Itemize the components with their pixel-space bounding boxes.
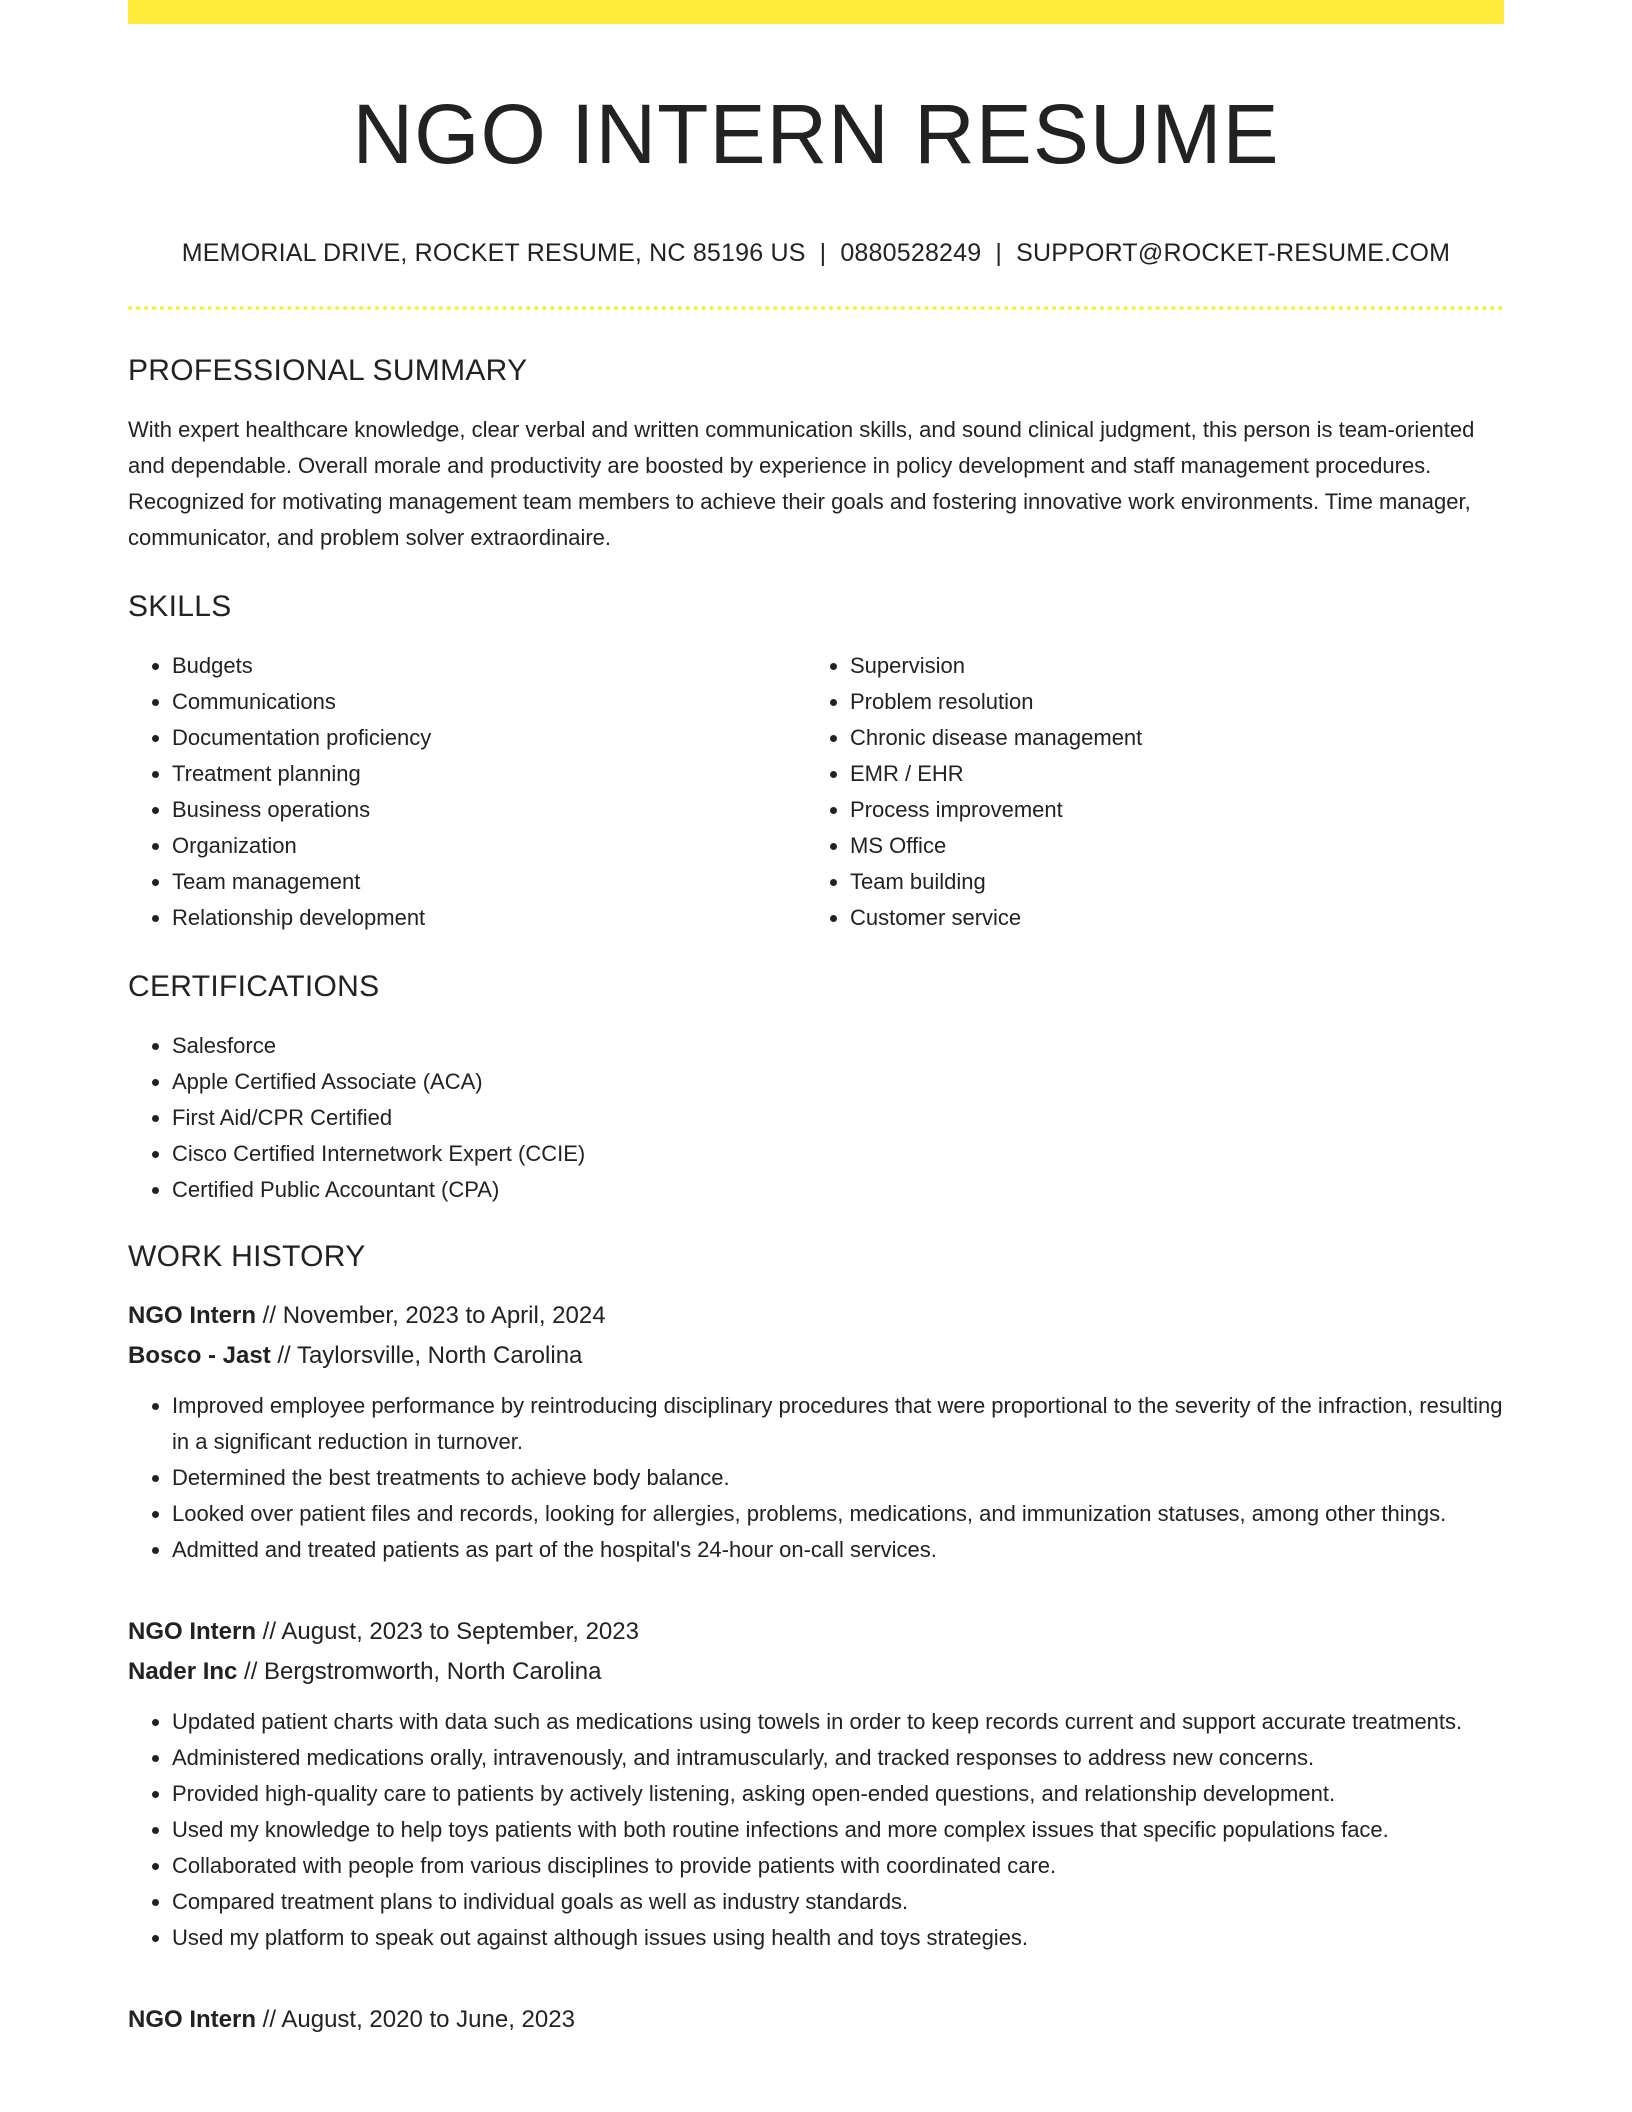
- list-item: • Process improvement: [850, 792, 1484, 828]
- list-item: • Admitted and treated patients as part of the hospital's 24-hour on-call services.: [172, 1532, 1504, 1568]
- job-bullets: [128, 1388, 1504, 1568]
- list-item: • Relationship development: [172, 900, 806, 936]
- list-item: • Team management: [172, 864, 806, 900]
- list-item: • Collaborated with people from various disciplines to provide patients with coordinated care.: [172, 1848, 1504, 1884]
- job-company: Nader Inc: [128, 1657, 238, 1685]
- list-item: • MS Office: [850, 828, 1484, 864]
- job-dates: // August, 2023 to September, 2023: [256, 1617, 639, 1645]
- list-item: • Salesforce: [172, 1028, 1504, 1064]
- job-role: NGO Intern: [128, 1617, 257, 1645]
- list-item: • Business operations: [172, 792, 806, 828]
- job-dates: // August, 2020 to June, 2023: [256, 2005, 575, 2033]
- job-dates: // November, 2023 to April, 2024: [256, 1301, 606, 1329]
- job-company-line: [128, 1336, 1504, 1376]
- resume-page: [128, 0, 1504, 2040]
- list-item: • Problem resolution: [850, 684, 1484, 720]
- job-company: Bosco - Jast: [128, 1341, 271, 1369]
- list-item: • Administered medications orally, intravenously, and intramuscularly, and tracked responses to address new concerns.: [172, 1740, 1504, 1776]
- job-role: NGO Intern: [128, 1301, 257, 1329]
- list-item: • Chronic disease management: [850, 720, 1484, 756]
- job-role-line: [128, 1612, 1504, 1652]
- list-item: • Provided high-quality care to patients by actively listening, asking open-ended questions, and relationship development.: [172, 1776, 1504, 1812]
- list-item: • Improved employee performance by reintroducing disciplinary procedures that were proportional to the severity of the infraction, resulting in a significant reduction in turnover.: [172, 1388, 1504, 1460]
- address: MEMORIAL DRIVE, ROCKET RESUME, NC 85196 US: [181, 238, 806, 267]
- job-location: // Bergstromworth, North Carolina: [237, 1657, 602, 1685]
- list-item: • First Aid/CPR Certified: [172, 1100, 1504, 1136]
- summary-heading: PROFESSIONAL SUMMARY: [128, 353, 528, 387]
- job-location: // Taylorsville, North Carolina: [270, 1341, 583, 1369]
- list-item: • Apple Certified Associate (ACA): [172, 1064, 1504, 1100]
- list-item: • Determined the best treatments to achieve body balance.: [172, 1460, 1504, 1496]
- list-item: • EMR / EHR: [850, 756, 1484, 792]
- job-role-line: [128, 2000, 1504, 2040]
- dotted-divider: [128, 306, 1504, 310]
- list-item: • Team building: [850, 864, 1484, 900]
- summary-text: With expert healthcare knowledge, clear verbal and written communication skills, and sound clinical judgment, this person is team-oriented and dependable. Overall morale and productivity are boosted by experience in policy development and staff management procedures. Recognized for motivating management team members to achieve their goals and fostering innovative work environments. Time manager, communicator, and problem solver extraordinaire.: [128, 416, 1475, 550]
- list-item: • Used my knowledge to help toys patients with both routine infections and more complex issues that specific populations face.: [172, 1812, 1504, 1848]
- list-item: • Cisco Certified Internetwork Expert (CCIE): [172, 1136, 1504, 1172]
- resume-title: NGO INTERN RESUME: [352, 87, 1280, 181]
- list-item: • Used my platform to speak out against although issues using health and toys strategies.: [172, 1920, 1504, 1956]
- list-item: • Customer service: [850, 900, 1484, 936]
- list-item: • Supervision: [850, 648, 1484, 684]
- job-bullets: [128, 1704, 1504, 1956]
- list-item: • Looked over patient files and records, looking for allergies, problems, medications, and immunization statuses, among other things.: [172, 1496, 1504, 1532]
- job-entry: [128, 2000, 1504, 2040]
- list-item: • Compared treatment plans to individual goals as well as industry standards.: [172, 1884, 1504, 1920]
- job-entry: [128, 1296, 1504, 1568]
- email-link[interactable]: SUPPORT@ROCKET-RESUME.COM: [1016, 238, 1451, 267]
- phone: 0880528249: [840, 238, 982, 267]
- list-item: • Communications: [172, 684, 806, 720]
- list-item: • Treatment planning: [172, 756, 806, 792]
- job-role-line: [128, 1296, 1504, 1336]
- list-item: • Organization: [172, 828, 806, 864]
- top-accent-bar: [128, 0, 1504, 24]
- list-item: • Updated patient charts with data such as medications using towels in order to keep records current and support accurate treatments.: [172, 1704, 1504, 1740]
- work-history-heading: WORK HISTORY: [128, 1239, 366, 1273]
- contact-separator: |: [819, 238, 827, 267]
- job-company-line: [128, 1652, 1504, 1692]
- list-item: • Documentation proficiency: [172, 720, 806, 756]
- contact-line: [128, 239, 1504, 268]
- list-item: • Budgets: [172, 648, 806, 684]
- certifications-list: [128, 1028, 1504, 1208]
- certifications-heading: CERTIFICATIONS: [128, 969, 380, 1003]
- job-entry: [128, 1612, 1504, 1956]
- contact-separator: |: [995, 238, 1003, 267]
- skills-heading: SKILLS: [128, 589, 232, 623]
- skills-left-list: [128, 648, 806, 936]
- skills-columns: [128, 648, 1504, 936]
- list-item: • Certified Public Accountant (CPA): [172, 1172, 1504, 1208]
- skills-right-list: [806, 648, 1484, 936]
- job-role: NGO Intern: [128, 2005, 257, 2033]
